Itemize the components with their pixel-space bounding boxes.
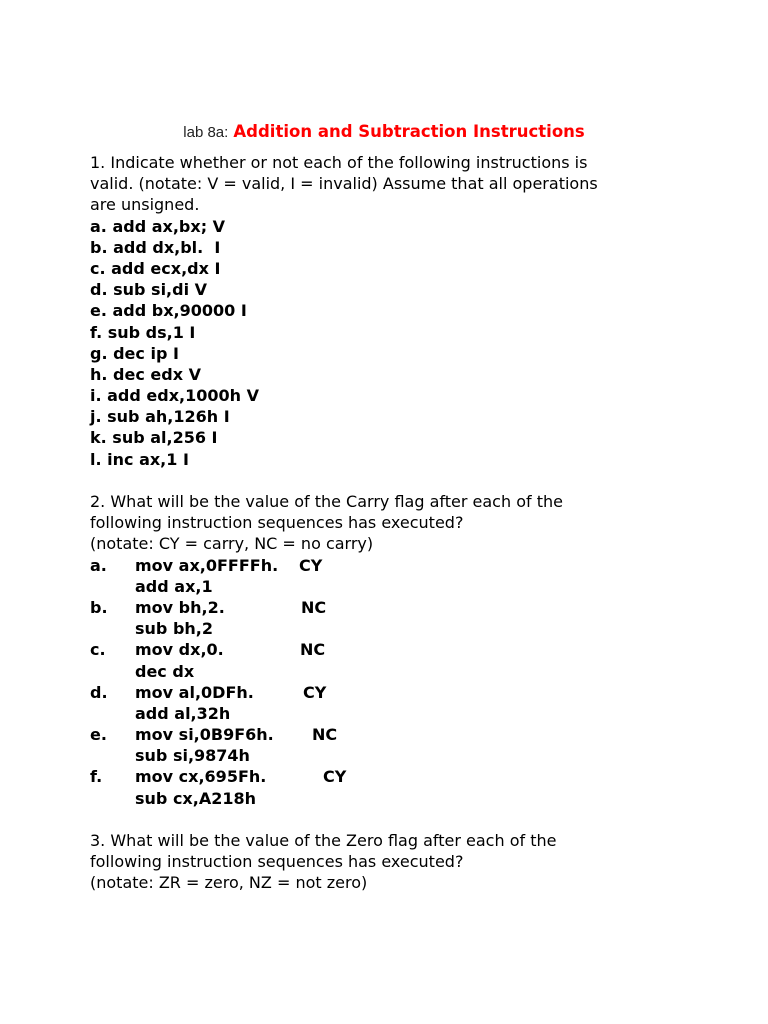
q2-item-answer: NC bbox=[300, 640, 326, 660]
q2-item-e bbox=[90, 724, 690, 745]
q2-item-label: d. bbox=[90, 682, 108, 702]
title-prefix: lab 8a: bbox=[183, 124, 229, 141]
q2-item-instruction: mov al,0DFh. bbox=[135, 682, 254, 702]
content bbox=[90, 152, 690, 894]
q2-item-label: b. bbox=[90, 597, 108, 617]
q2-item-answer: NC bbox=[312, 725, 338, 745]
title-main: Addition and Subtraction Instructions bbox=[233, 122, 585, 141]
q2-item-label: a. bbox=[90, 555, 107, 575]
question-3 bbox=[90, 830, 690, 894]
q2-item-e-line2 bbox=[90, 745, 690, 766]
spacer bbox=[90, 809, 690, 830]
question-2-text: (notate: CY = carry, NC = no carry) bbox=[90, 534, 374, 554]
q1-item-j: j. sub ah,126h I bbox=[90, 407, 230, 427]
q2-item-instruction: mov cx,695Fh. bbox=[135, 767, 267, 787]
q2-item-instruction: mov si,0B9F6h. bbox=[135, 725, 274, 745]
q1-item-g: g. dec ip I bbox=[90, 343, 179, 363]
q2-item-instruction: mov bh,2. bbox=[135, 597, 225, 617]
question-3-text: following instruction sequences has executed? bbox=[90, 852, 464, 872]
q2-item-instruction: sub si,9874h bbox=[135, 746, 250, 766]
q1-item-d: d. sub si,di V bbox=[90, 280, 208, 300]
q1-item-a: a. add ax,bx; V bbox=[90, 216, 226, 236]
q2-item-f bbox=[90, 766, 690, 787]
page-title bbox=[0, 122, 768, 141]
question-1-text: are unsigned. bbox=[90, 195, 200, 215]
q2-item-label: e. bbox=[90, 725, 107, 745]
q2-item-a-line2 bbox=[90, 576, 690, 597]
q1-item-i: i. add edx,1000h V bbox=[90, 386, 259, 406]
q2-item-answer: CY bbox=[299, 555, 323, 575]
question-1-text: valid. (notate: V = valid, I = invalid) Assume that all operations bbox=[90, 174, 598, 194]
question-3-text: (notate: ZR = zero, NZ = not zero) bbox=[90, 873, 368, 893]
q2-item-label: c. bbox=[90, 640, 106, 660]
q2-item-d-line2 bbox=[90, 703, 690, 724]
question-2-text: following instruction sequences has executed? bbox=[90, 513, 464, 533]
q2-item-instruction: dec dx bbox=[135, 661, 195, 681]
q1-item-f: f. sub ds,1 I bbox=[90, 322, 196, 342]
q2-item-f-line2 bbox=[90, 788, 690, 809]
q2-item-answer: CY bbox=[323, 767, 347, 787]
q2-item-b-line2 bbox=[90, 618, 690, 639]
q2-item-instruction: sub cx,A218h bbox=[135, 788, 256, 808]
q2-item-a bbox=[90, 555, 690, 576]
q1-item-e: e. add bx,90000 I bbox=[90, 301, 247, 321]
spacer bbox=[90, 470, 690, 491]
q1-item-l: l. inc ax,1 I bbox=[90, 449, 189, 469]
q1-item-h: h. dec edx V bbox=[90, 364, 201, 384]
q2-item-c-line2 bbox=[90, 661, 690, 682]
q2-item-c bbox=[90, 639, 690, 660]
q1-item-b: b. add dx,bl. I bbox=[90, 237, 221, 257]
q2-item-label: f. bbox=[90, 767, 103, 787]
q2-item-instruction: add al,32h bbox=[135, 703, 231, 723]
question-2 bbox=[90, 491, 690, 809]
q2-item-d bbox=[90, 682, 690, 703]
q2-item-instruction: mov ax,0FFFFh. bbox=[135, 555, 279, 575]
q2-item-answer: NC bbox=[301, 597, 327, 617]
q2-item-b bbox=[90, 597, 690, 618]
question-1 bbox=[90, 152, 690, 470]
question-3-text: 3. What will be the value of the Zero flag after each of the bbox=[90, 831, 557, 850]
q1-item-k: k. sub al,256 I bbox=[90, 428, 218, 448]
question-2-text: 2. What will be the value of the Carry flag after each of the bbox=[90, 492, 563, 511]
q2-item-instruction: add ax,1 bbox=[135, 576, 213, 596]
q1-item-c: c. add ecx,dx I bbox=[90, 258, 221, 278]
q2-item-answer: CY bbox=[303, 682, 327, 702]
question-1-text: 1. Indicate whether or not each of the following instructions is bbox=[90, 153, 588, 172]
q2-item-instruction: mov dx,0. bbox=[135, 640, 224, 660]
q2-item-instruction: sub bh,2 bbox=[135, 619, 213, 639]
